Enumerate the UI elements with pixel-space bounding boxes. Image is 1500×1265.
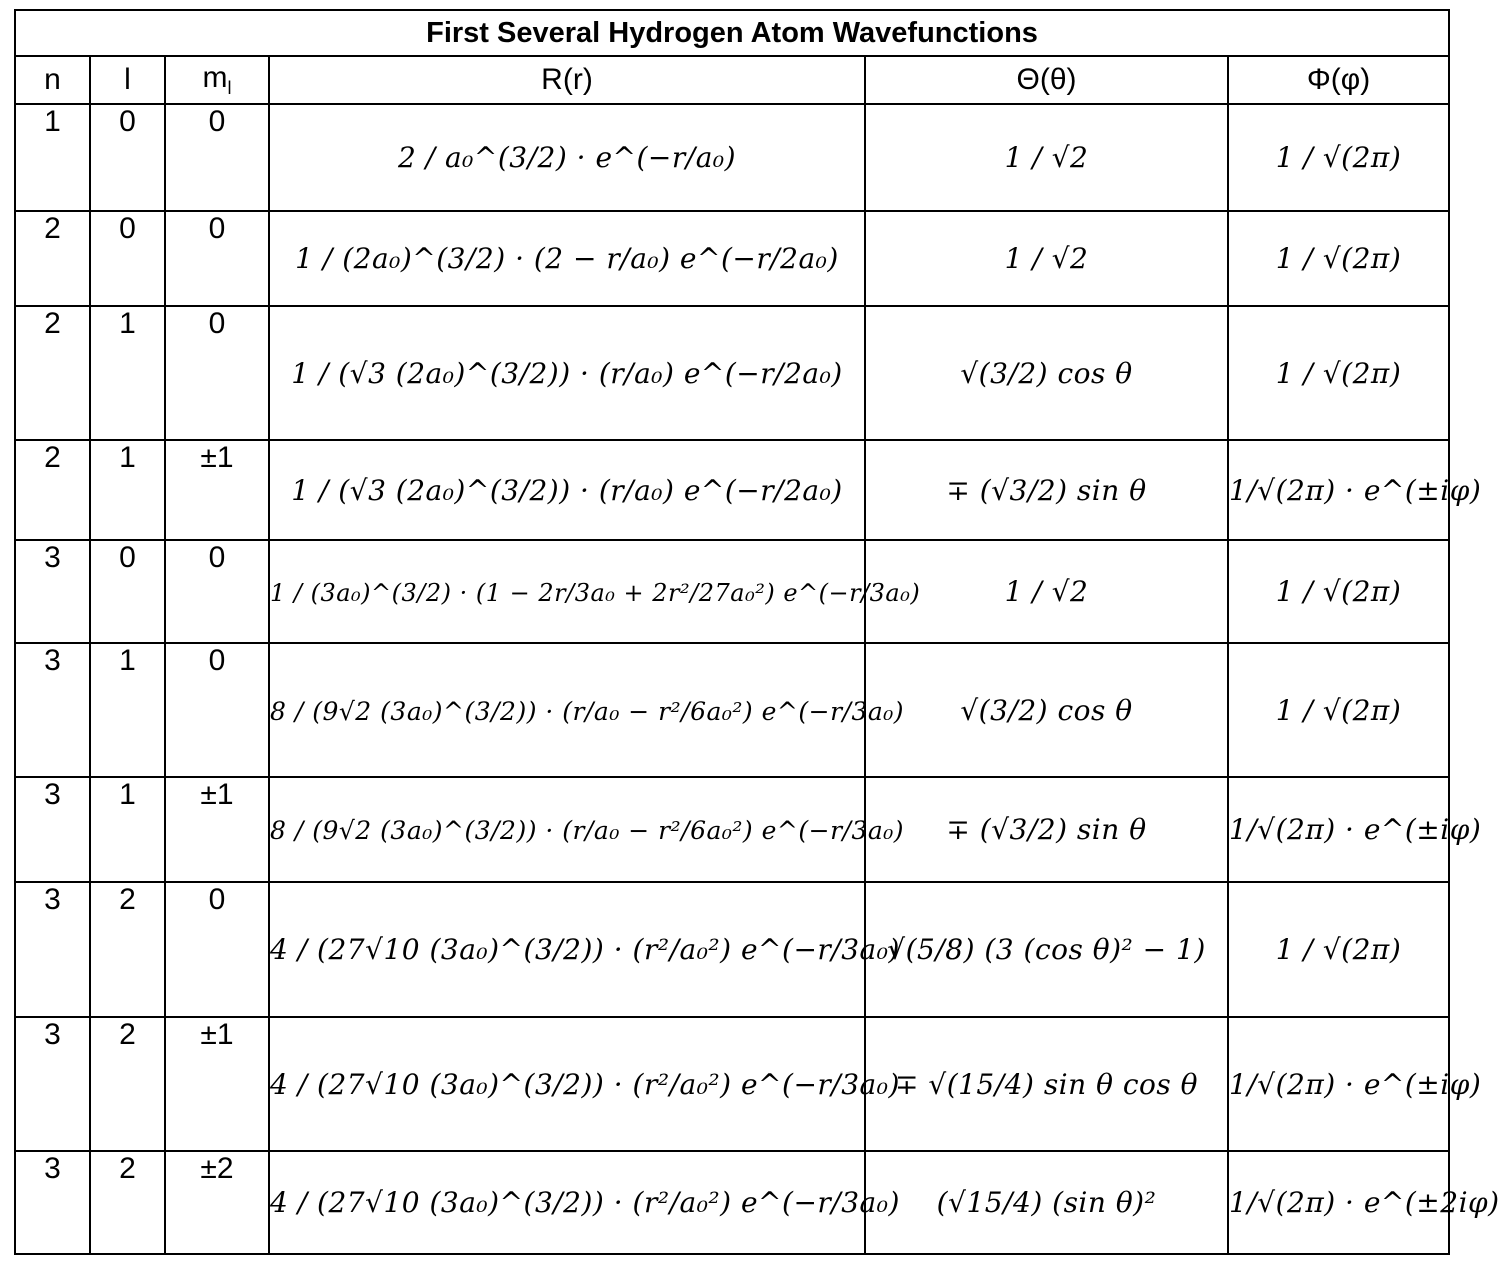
- cell-azimuthal: [1228, 440, 1482, 540]
- cell-azimuthal: [1228, 104, 1449, 211]
- cell-n: 3: [15, 643, 90, 777]
- cell-n: 3: [15, 882, 90, 1017]
- cell-polar: [865, 211, 1228, 306]
- polar-formula: 1 / √2: [1004, 575, 1089, 608]
- cell-l: 1: [90, 306, 165, 440]
- polar-formula: √(3/2) cos θ: [960, 356, 1133, 390]
- cell-polar: [865, 104, 1228, 211]
- cell-polar: [865, 882, 1228, 1017]
- cell-radial: [269, 540, 921, 643]
- wavefunction-table-container: [14, 9, 1500, 1255]
- cell-n: 2: [15, 440, 90, 540]
- polar-formula: √(5/8) (3 (cos θ)² − 1): [887, 933, 1206, 966]
- cell-polar: [865, 777, 1228, 882]
- cell-azimuthal: [1228, 882, 1449, 1017]
- table-row: [15, 777, 1449, 882]
- cell-n: 2: [15, 306, 90, 440]
- cell-ml: ±1: [165, 1017, 269, 1151]
- polar-formula: ∓ (√3/2) sin θ: [946, 813, 1147, 846]
- polar-formula: ∓ (√3/2) sin θ: [946, 473, 1147, 507]
- radial-formula: 1 / (√3 (2a₀)^(3/2)) · (r/a₀) e^(−r/2a₀): [291, 356, 843, 390]
- wavefunction-table: [14, 9, 1500, 1255]
- azimuthal-formula: 1 / √(2π): [1275, 356, 1402, 390]
- cell-l: 0: [90, 540, 165, 643]
- cell-radial: [269, 104, 865, 211]
- header-ml-letter: m: [202, 61, 228, 94]
- header-l: l: [90, 56, 165, 104]
- azimuthal-formula: 1/√(2π) · e^(±iφ): [1229, 813, 1482, 846]
- radial-formula: 4 / (27√10 (3a₀)^(3/2)) · (r²/a₀²) e^(−r/3a₀): [270, 1186, 900, 1219]
- azimuthal-formula: 1/√(2π) · e^(±iφ): [1229, 473, 1482, 507]
- cell-polar: [865, 1017, 1228, 1151]
- cell-ml: ±1: [165, 777, 269, 882]
- cell-polar: [865, 1151, 1228, 1254]
- cell-n: 3: [15, 1017, 90, 1151]
- header-polar: Θ(θ): [865, 56, 1228, 104]
- cell-l: 2: [90, 1151, 165, 1254]
- cell-azimuthal: [1228, 540, 1449, 643]
- cell-azimuthal: [1228, 1017, 1482, 1151]
- header-radial: R(r): [269, 56, 865, 104]
- cell-l: 2: [90, 882, 165, 1017]
- cell-l: 1: [90, 777, 165, 882]
- cell-azimuthal: [1228, 643, 1449, 777]
- polar-formula: ∓ √(15/4) sin θ cos θ: [894, 1067, 1198, 1101]
- radial-formula: 4 / (27√10 (3a₀)^(3/2)) · (r²/a₀²) e^(−r/3a₀): [270, 933, 900, 966]
- cell-radial: [269, 777, 905, 882]
- cell-radial: [269, 306, 865, 440]
- cell-polar: [865, 306, 1228, 440]
- header-azimuthal: Φ(φ): [1228, 56, 1449, 104]
- table-title: First Several Hydrogen Atom Wavefunctions: [15, 10, 1449, 56]
- cell-n: 3: [15, 777, 90, 882]
- cell-l: 2: [90, 1017, 165, 1151]
- cell-azimuthal: [1228, 306, 1449, 440]
- cell-n: 3: [15, 1151, 90, 1254]
- polar-formula: 1 / √2: [1004, 141, 1089, 174]
- azimuthal-formula: 1 / √(2π): [1275, 575, 1402, 608]
- table-row: [15, 104, 1449, 211]
- cell-radial: [269, 1151, 900, 1254]
- table-row: [15, 440, 1449, 540]
- header-n: n: [15, 56, 90, 104]
- radial-formula: 2 / a₀^(3/2) · e^(−r/a₀): [397, 141, 737, 174]
- cell-ml: 0: [165, 211, 269, 306]
- azimuthal-formula: 1 / √(2π): [1275, 141, 1402, 174]
- cell-n: 2: [15, 211, 90, 306]
- azimuthal-formula: 1 / √(2π): [1275, 693, 1402, 727]
- radial-formula: 1 / (3a₀)^(3/2) · (1 − 2r/3a₀ + 2r²/27a₀²) e^(−r/3a₀): [270, 579, 921, 607]
- polar-formula: 1 / √2: [1004, 242, 1089, 275]
- cell-azimuthal: [1228, 1151, 1500, 1254]
- radial-formula: 4 / (27√10 (3a₀)^(3/2)) · (r²/a₀²) e^(−r/3a₀): [270, 1067, 900, 1101]
- cell-l: 1: [90, 440, 165, 540]
- polar-formula: √(3/2) cos θ: [960, 693, 1133, 727]
- header-row: [15, 56, 1449, 104]
- radial-formula: 8 / (9√2 (3a₀)^(3/2)) · (r/a₀ − r²/6a₀²) e^(−r/3a₀): [270, 816, 905, 845]
- header-ml: [165, 56, 269, 104]
- azimuthal-formula: 1/√(2π) · e^(±2iφ): [1229, 1186, 1500, 1219]
- cell-radial: [269, 440, 865, 540]
- table-row: [15, 211, 1449, 306]
- cell-radial: [269, 211, 865, 306]
- cell-l: 0: [90, 211, 165, 306]
- cell-l: 1: [90, 643, 165, 777]
- cell-polar: [865, 440, 1228, 540]
- header-ml-subscript: l: [227, 78, 232, 98]
- cell-azimuthal: [1228, 777, 1482, 882]
- azimuthal-formula: 1/√(2π) · e^(±iφ): [1229, 1067, 1482, 1101]
- cell-n: 3: [15, 540, 90, 643]
- polar-formula: (√15/4) (sin θ)²: [936, 1186, 1157, 1219]
- table-row: [15, 882, 1449, 1017]
- cell-radial: [269, 643, 905, 777]
- cell-radial: [269, 882, 900, 1017]
- cell-l: 0: [90, 104, 165, 211]
- cell-polar: [865, 643, 1228, 777]
- radial-formula: 1 / (2a₀)^(3/2) · (2 − r/a₀) e^(−r/2a₀): [295, 242, 839, 275]
- cell-ml: 0: [165, 104, 269, 211]
- cell-radial: [269, 1017, 900, 1151]
- table-row: [15, 643, 1449, 777]
- cell-ml: ±1: [165, 440, 269, 540]
- cell-ml: ±2: [165, 1151, 269, 1254]
- cell-ml: 0: [165, 540, 269, 643]
- table-row: [15, 306, 1449, 440]
- cell-ml: 0: [165, 306, 269, 440]
- table-row: [15, 540, 1449, 643]
- azimuthal-formula: 1 / √(2π): [1275, 933, 1402, 966]
- table-row: [15, 1017, 1449, 1151]
- radial-formula: 8 / (9√2 (3a₀)^(3/2)) · (r/a₀ − r²/6a₀²) e^(−r/3a₀): [270, 696, 905, 726]
- cell-ml: 0: [165, 643, 269, 777]
- cell-n: 1: [15, 104, 90, 211]
- table-row: [15, 1151, 1449, 1254]
- azimuthal-formula: 1 / √(2π): [1275, 242, 1402, 275]
- radial-formula: 1 / (√3 (2a₀)^(3/2)) · (r/a₀) e^(−r/2a₀): [291, 473, 843, 507]
- cell-azimuthal: [1228, 211, 1449, 306]
- cell-ml: 0: [165, 882, 269, 1017]
